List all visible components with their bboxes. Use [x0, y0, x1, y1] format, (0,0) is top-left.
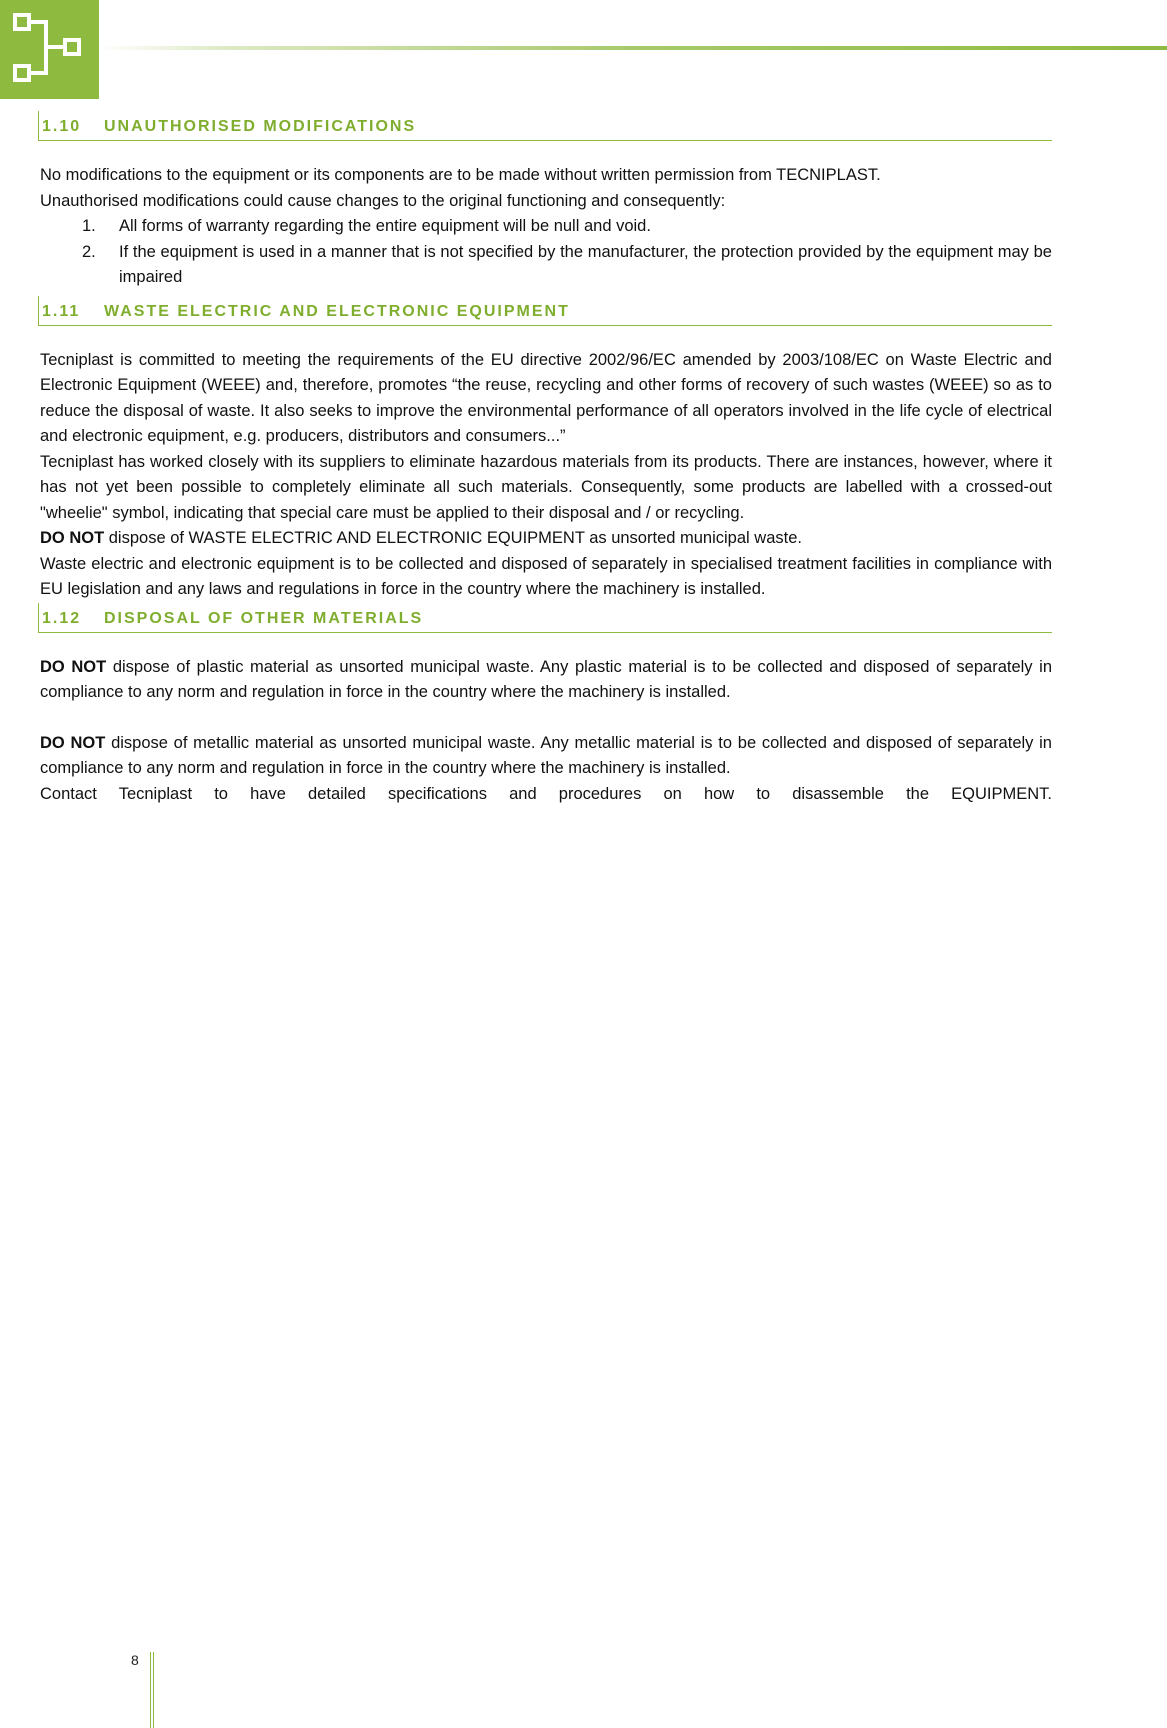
paragraph: Contact Tecniplast to have detailed specifications and procedures on how to disassemble the EQUIPMENT. [40, 784, 1052, 803]
paragraph-text: dispose of metallic material as unsorted municipal waste. Any metallic material is to be collected and disposed of separately in compliance to any norm and regulation in force in the country where the machinery is installed. [40, 733, 1052, 777]
bold-warning: DO NOT [40, 529, 105, 547]
header-rule [99, 46, 1167, 50]
numbered-list [40, 214, 1052, 291]
section-heading-1-10 [38, 112, 1052, 141]
document-body [40, 112, 1052, 807]
paragraph: Unauthorised modifications could cause changes to the original functioning and consequently: [40, 191, 726, 210]
paragraph: Waste electric and electronic equipment is to be collected and disposed of separately in specialised treatment facilities in compliance with EU legislation and any laws and regulations in force in the country where the machinery is installed. [40, 554, 1052, 598]
paragraph [40, 526, 1052, 552]
list-item [40, 240, 1052, 291]
paragraph [40, 731, 1052, 782]
logo [0, 0, 99, 99]
paragraph-text: dispose of plastic material as unsorted municipal waste. Any plastic material is to be collected and disposed of separately in compliance to any norm and regulation in force in the country where the machinery is installed. [40, 657, 1052, 701]
section-number: 1.11 [42, 302, 81, 320]
list-marker: 2. [82, 242, 96, 261]
flowchart-squares-icon [0, 0, 99, 99]
bold-warning: DO NOT [40, 733, 106, 752]
list-item [40, 214, 1052, 240]
section-number: 1.10 [42, 118, 82, 135]
section-heading-1-12 [38, 604, 1052, 633]
footer-rule [150, 1652, 151, 1728]
footer-rule [153, 1652, 154, 1728]
paragraph: No modifications to the equipment or its components are to be made without written permission from TECNIPLAST. [40, 166, 881, 184]
paragraph-text: dispose of WASTE ELECTRIC AND ELECTRONIC EQUIPMENT as unsorted municipal waste. [104, 529, 802, 547]
bold-warning: DO NOT [40, 657, 107, 676]
paragraph: Tecniplast has worked closely with its suppliers to eliminate hazardous materials from its products. There are instances, however, where it has not yet been possible to completely eliminate all such materials. Consequently, some products are labelled with a crossed-out "wheelie" symbol, indicating that special care must be applied to their disposal and / or recycling. [40, 452, 1052, 522]
section-title: UNAUTHORISED MODIFICATIONS [104, 118, 417, 135]
section-title: DISPOSAL OF OTHER MATERIALS [104, 609, 424, 627]
list-marker: 1. [82, 217, 96, 235]
section-title: WASTE ELECTRIC AND ELECTRONIC EQUIPMENT [104, 302, 570, 320]
paragraph [40, 655, 1052, 706]
section-number: 1.12 [42, 609, 82, 627]
paragraph: Tecniplast is committed to meeting the requirements of the EU directive 2002/96/EC amended by 2003/108/EC on Waste Electric and Electronic Equipment (WEEE) and, therefore, promotes “the reuse, recycling and other forms of recovery of such wastes (WEEE) so as to reduce the disposal of waste. It also seeks to improve the environmental performance of all operators involved in the life cycle of electrical and electronic equipment, e.g. producers, distributors and consumers...” [40, 350, 1052, 445]
list-item-text: If the equipment is used in a manner that is not specified by the manufacturer, the protection provided by the equipment may be impaired [119, 242, 1052, 286]
section-heading-1-11 [38, 297, 1052, 326]
list-item-text: All forms of warranty regarding the entire equipment will be null and void. [119, 217, 651, 235]
page-number: 8 [131, 1652, 139, 1668]
